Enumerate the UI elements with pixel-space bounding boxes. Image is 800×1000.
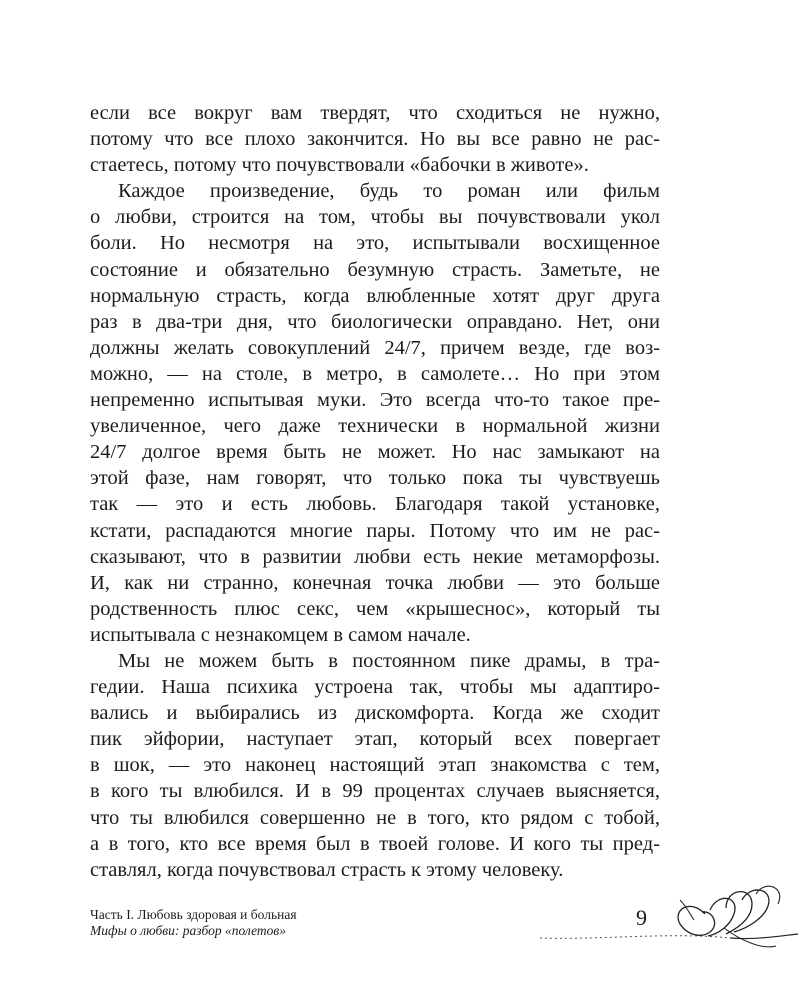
text-line: раз в два-три дня, что биологически оправдано. Нет, они: [90, 310, 660, 333]
text-line: испытывала с незнакомцем в самом начале.: [90, 623, 471, 646]
page-number: 9: [636, 905, 647, 930]
text-line: так — это и есть любовь. Благодаря такой установке,: [90, 493, 660, 516]
text-line: сказывают, что в развитии любви есть некие метаморфозы.: [90, 545, 660, 568]
hearts-ornament-icon: [530, 870, 800, 1000]
page-body-text: [90, 100, 660, 883]
text-line: 24/7 долгое время быть не может. Но нас замыкают на: [90, 441, 660, 464]
text-line: а в того, кто все время был в твоей голове. И кого ты пред-: [90, 832, 660, 855]
text-line: должны желать совокуплений 24/7, причем везде, где воз-: [90, 336, 660, 359]
text-line: непременно испытывая муки. Это всегда что-то такое пре-: [90, 389, 660, 412]
paragraph-first-line: Мы не можем быть в постоянном пике драмы, в тра-: [118, 649, 660, 672]
text-line: увеличенное, чего даже технически в нормальной жизни: [90, 415, 660, 438]
text-line: о любви, строится на том, чтобы вы почувствовали укол: [90, 206, 660, 229]
text-line: этой фазе, нам говорят, что только пока ты чувствуешь: [90, 467, 660, 490]
text-line: стаетесь, потому что почувствовали «бабочки в животе».: [90, 154, 589, 177]
text-line: что ты влюбился совершенно не в того, кто рядом с тобой,: [90, 806, 660, 829]
text-line: кстати, распадаются многие пары. Потому что им не рас-: [90, 519, 660, 542]
text-line: если все вокруг вам твердят, что сходиться не нужно,: [90, 102, 660, 124]
text-line: пик эйфории, наступает этап, который всех повергает: [90, 728, 660, 751]
text-line: в кого ты влюбился. И в 99 процентах случаев выясняется,: [90, 780, 660, 803]
text-line: гедии. Наша психика устроена так, чтобы мы адаптиро-: [90, 676, 660, 699]
footer-chapter-title: Мифы о любви: разбор «полетов»: [90, 923, 287, 938]
text-line: нормальную страсть, когда влюбленные хотят друг друга: [90, 284, 660, 307]
text-line: состояние и обязательно безумную страсть. Заметьте, не: [90, 258, 660, 281]
text-line: в шок, — это наконец настоящий этап знакомства с тем,: [90, 754, 660, 777]
footer-part-title: Часть I. Любовь здоровая и больная: [90, 907, 297, 922]
running-footer: [90, 907, 297, 939]
text-line: боли. Но несмотря на это, испытывали восхищенное: [90, 232, 660, 255]
text-line: можно, — на столе, в метро, в самолете… Но при этом: [90, 362, 660, 385]
text-line: родственность плюс секс, чем «крышеснос», который ты: [90, 597, 660, 620]
text-line: ставлял, когда почувствовал страсть к этому человеку.: [90, 858, 564, 881]
text-line: потому что все плохо закончится. Но вы все равно не рас-: [90, 128, 660, 151]
text-line: И, как ни странно, конечная точка любви — это больше: [90, 571, 660, 594]
text-line: вались и выбирались из дискомфорта. Когда же сходит: [90, 702, 660, 725]
paragraph-first-line: Каждое произведение, будь то роман или фильм: [118, 180, 660, 203]
